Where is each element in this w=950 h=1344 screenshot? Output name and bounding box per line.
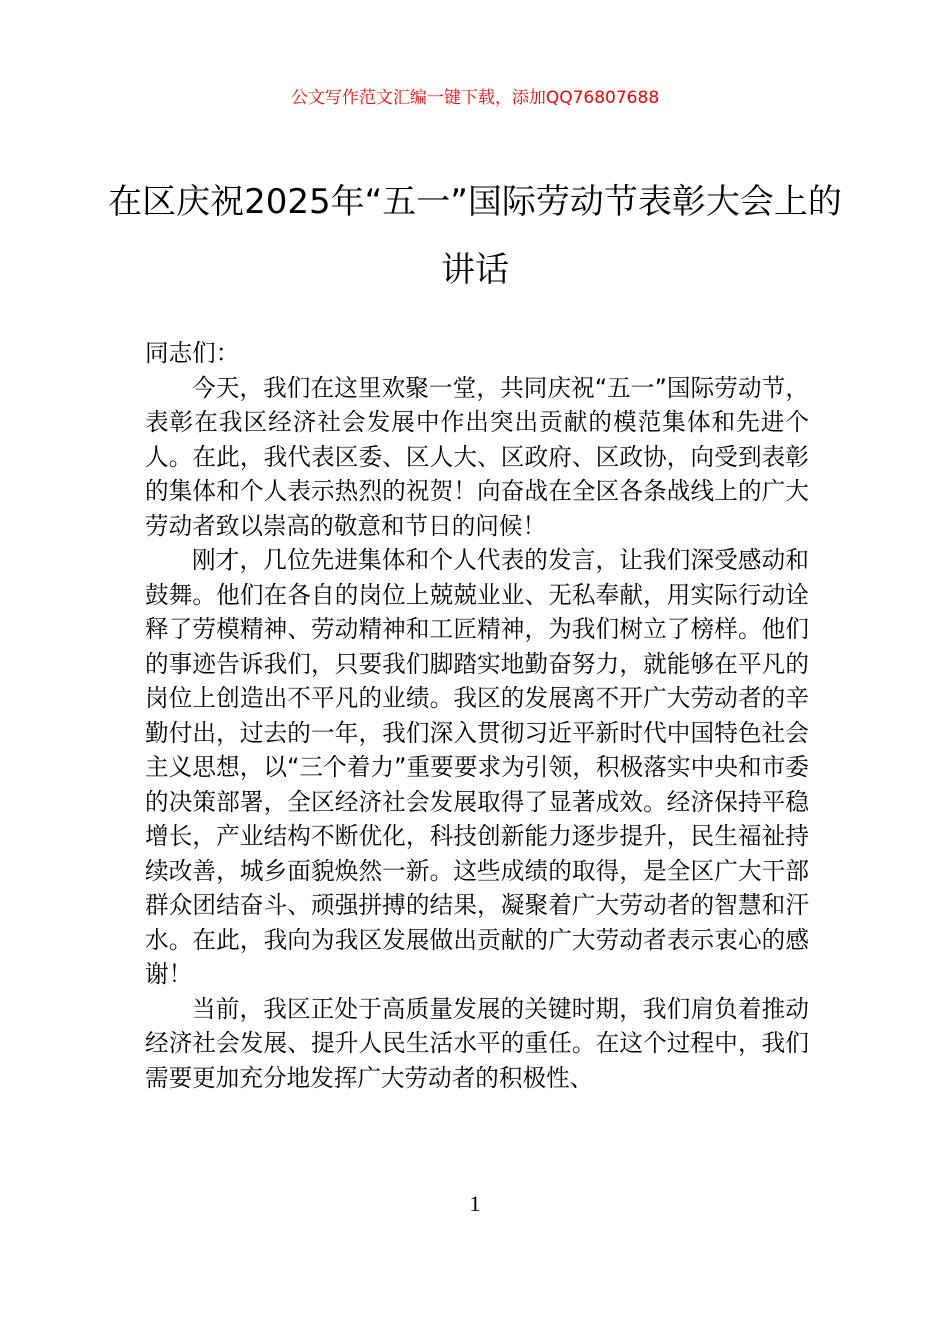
document-body [145,336,809,1095]
salutation: 同志们： [145,339,240,367]
paragraph-3: 当前，我区正处于高质量发展的关键时期，我们肩负着推动经济社会发展、提升人民生活水平的重任。在这个过程中，我们需要更加充分地发挥广大劳动者的积极性、 [145,994,809,1092]
page-number: 1 [469,1191,481,1216]
paragraph-1: 今天，我们在这里欢聚一堂，共同庆祝“五一”国际劳动节，表彰在我区经济社会发展中作出突出贡献的模范集体和先进个人。在此，我代表区委、区人大、区政府、区政协，向受到表彰的集体和个人表示热烈的祝贺！向奋战在全区各条战线上的广大劳动者致以崇高的敬意和节日的问候！ [145,373,809,540]
download-banner: 公文写作范文汇编一键下载，添加QQ76807688 [290,88,660,108]
paragraph-2: 刚才，几位先进集体和个人代表的发言，让我们深受感动和鼓舞。他们在各自的岗位上兢兢业业、无私奉献，用实际行动诠释了劳模精神、劳动精神和工匠精神，为我们树立了榜样。他们的事迹告诉我们，只要我们脚踏实地勤奋努力，就能够在平凡的岗位上创造出不平凡的业绩。我区的发展离不开广大劳动者的辛勤付出，过去的一年，我们深入贯彻习近平新时代中国特色社会主义思想，以“三个着力”重要要求为引领，积极落实中央和市委的决策部署，全区经济社会发展取得了显著成效。经济保持平稳增长，产业结构不断优化，科技创新能力逐步提升，民生福祉持续改善，城乡面貌焕然一新。这些成绩的取得，是全区广大干部群众团结奋斗、顽强拼搏的结果，凝聚着广大劳动者的智慧和汗水。在此，我向为我区发展做出贡献的广大劳动者表示衷心的感谢！ [145,546,809,988]
document-title: 在区庆祝2025年“五一”国际劳动节表彰大会上的讲话 [108,182,842,290]
